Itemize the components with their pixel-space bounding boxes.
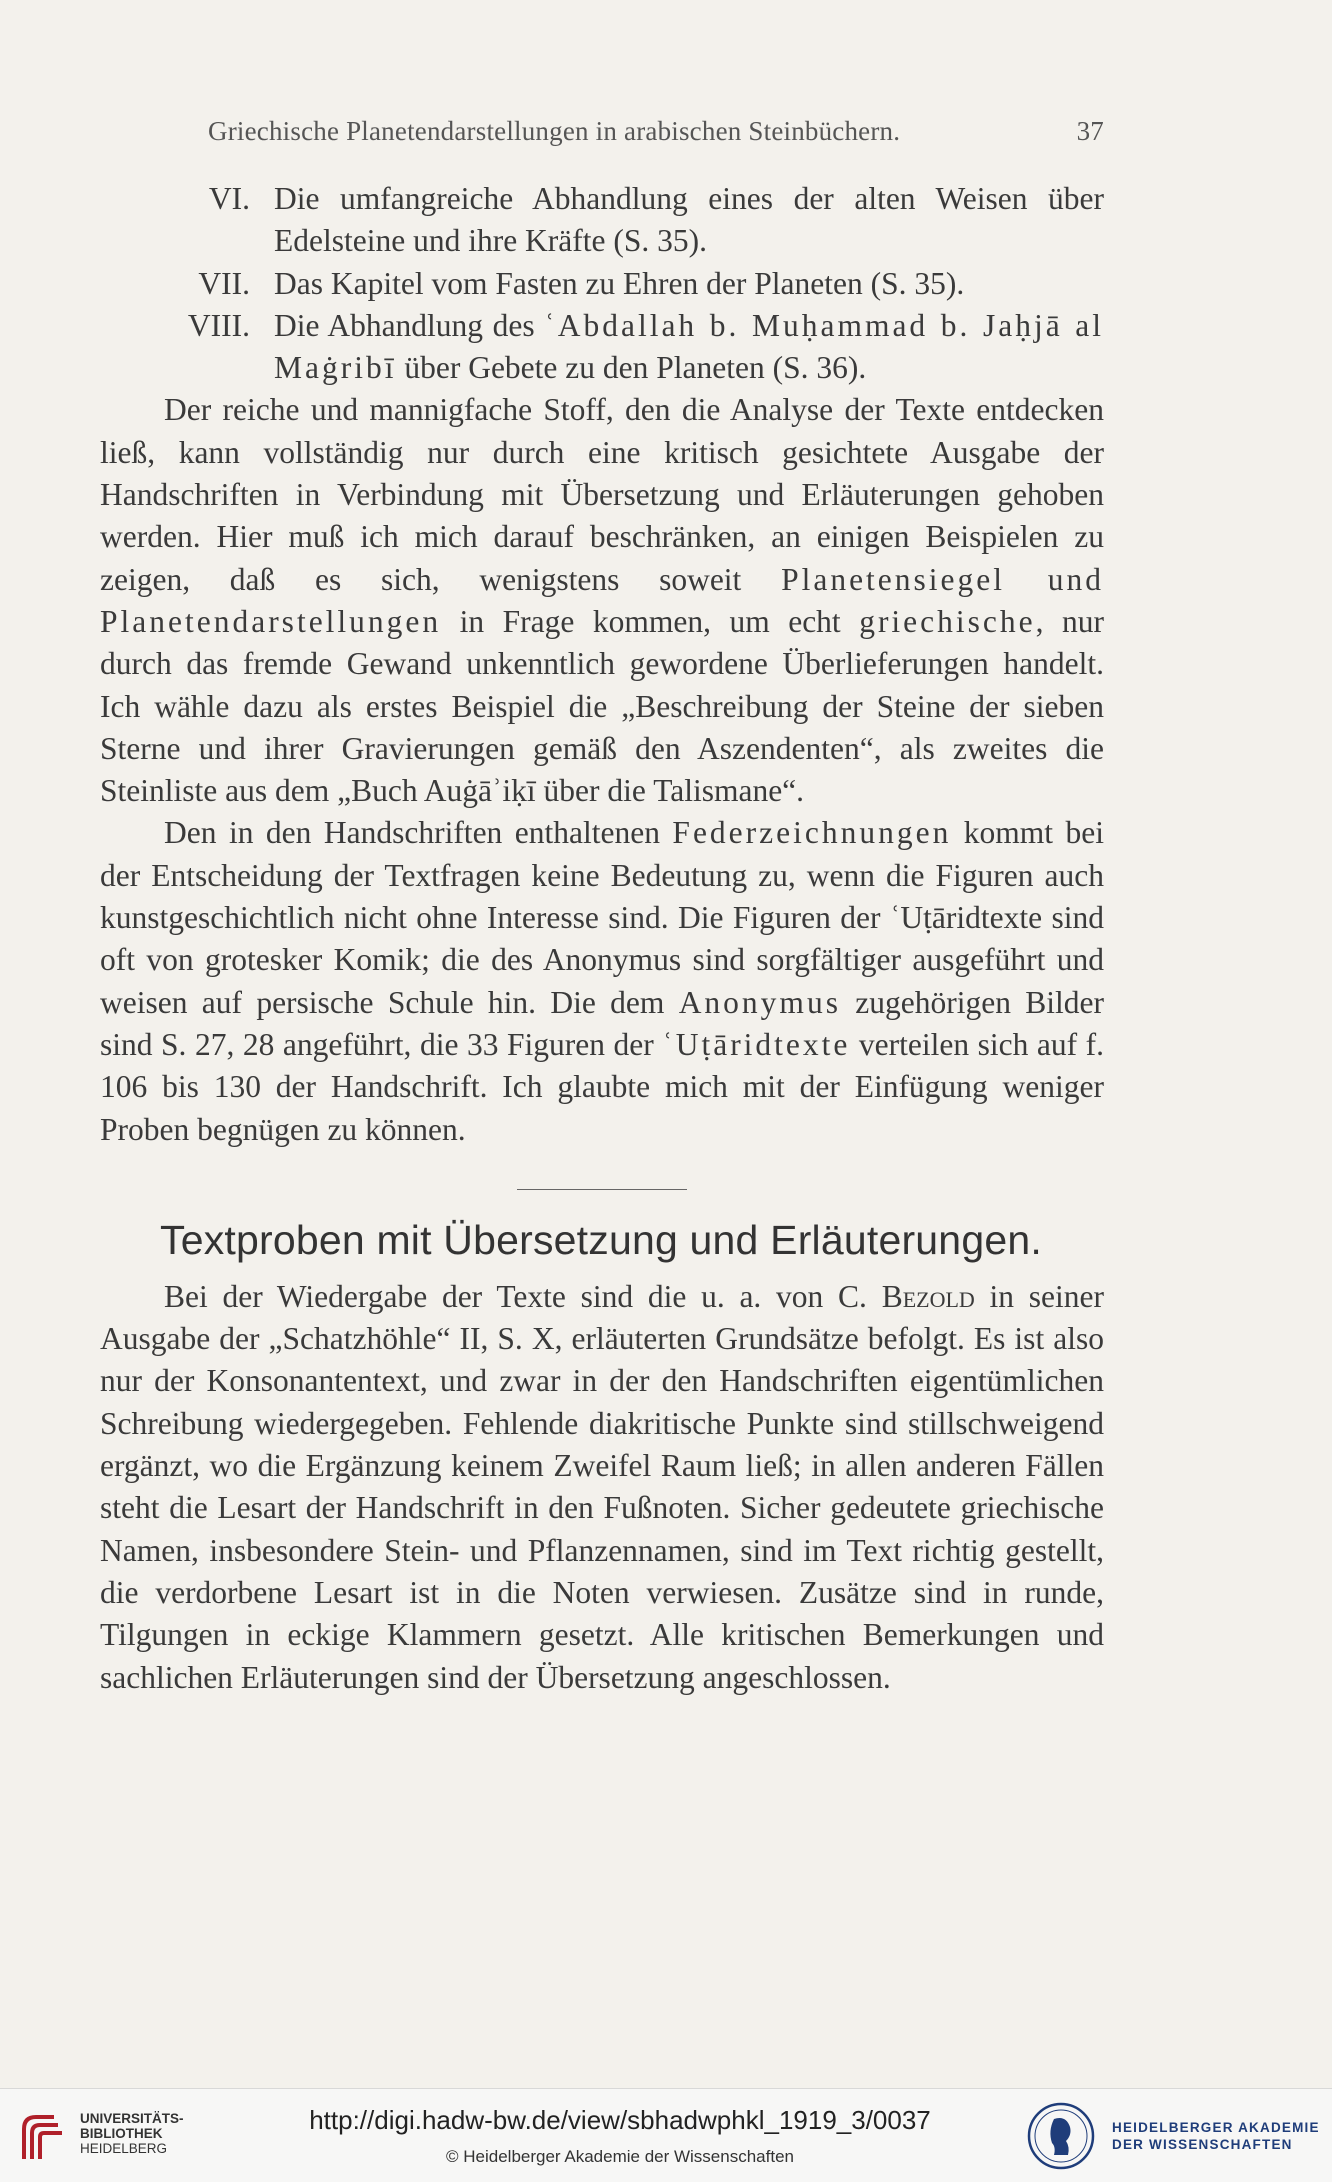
spaced-term: Federzeichnungen: [672, 815, 952, 851]
academy-seal-icon: [1026, 2101, 1096, 2171]
text-run: Bei der Wiedergabe der Texte sind die u. a. von C.: [164, 1278, 882, 1314]
footer-bar: [0, 2088, 1332, 2182]
list-item: [100, 178, 1104, 263]
list-text: Das Kapitel vom Fasten zu Ehren der Planeten (S. 35).: [274, 265, 965, 301]
list-item: [100, 305, 1104, 390]
paragraph: [100, 1276, 1104, 1699]
text-run: Die Abhandlung des: [274, 307, 545, 343]
spaced-term: ʿUṭāridtexte: [662, 1026, 851, 1062]
library-logo-icon: [14, 2109, 76, 2167]
list-number: VII.: [198, 265, 250, 301]
text-run: in Frage kommen, um echt: [441, 603, 860, 639]
text-run: über Gebete zu den Planeten (S. 36).: [396, 350, 867, 386]
list-text: Die umfangreiche Abhandlung eines der alten Weisen über Edelsteine und ihre Kräfte (S. 35).: [274, 181, 1104, 259]
paragraph: [100, 389, 1104, 812]
text-run: Der reiche und mannigfache Stoff, den die Analyse der Texte entdecken ließ, kann vollständig nur durch eine kritisch gesichtete Ausgabe der Handschriften in Verbindung mit Übersetzung und Erläuterungen gehoben werden. Hier muß ich mich darauf beschränken, an einigen Beispielen zu zeigen, daß es sich, wenigstens soweit: [100, 392, 1104, 597]
page-number: 37: [1076, 116, 1104, 146]
list-text: [274, 305, 1104, 390]
academy-name-line: HEIDELBERGER AKADEMIE: [1112, 2120, 1320, 2135]
body-text: [100, 178, 1104, 1699]
academy-name-line: DER WISSENSCHAFTEN: [1112, 2137, 1293, 2152]
text-run: Den in den Handschriften enthaltenen: [164, 815, 673, 851]
spaced-term: Anonymus: [678, 984, 841, 1020]
library-name-line: BIBLIOTHEK: [80, 2126, 163, 2141]
text-run: zugehörigen Bilder sind S. 27, 28 angeführt, die 33 Figuren der: [100, 984, 1105, 1062]
library-name: [80, 2111, 184, 2156]
library-name-line: UNIVERSITÄTS-: [80, 2111, 184, 2126]
text-run: kommt bei der Entscheidung der Textfragen keine Bedeutung zu, wenn die Figuren auch kunstgeschichtlich nicht ohne Interesse sind. Die Figuren der ʿUṭāridtexte sind oft von grotesker Komik; die des Anonymus sind sorgfältiger ausgeführt und weisen auf persische Schule hin. Die dem: [100, 815, 1104, 1020]
library-name-line: HEIDELBERG: [80, 2141, 168, 2156]
text-run: , nur durch das fremde Gewand unkenntlich gewordene Überlieferungen handelt. Ich wähle dazu als erstes Beispiel die „Beschreibung der Steine der sieben Sterne und ihrer Gravierungen gemäß den Aszendenten“, als zweites die Steinliste aus dem „Buch Auġāʾiḳī über die Talismane“.: [100, 603, 1104, 809]
spaced-name: ʿAbdallah b. Muḥammad b. Jaḥjā al Maġribī: [274, 307, 1105, 386]
list-number: VI.: [208, 181, 250, 216]
text-run: in seiner Ausgabe der „Schatzhöhle“ II, S. X, erläuterten Grundsätze befolgt. Es ist also nur der Konsonantentext, und zwar in der den Handschriften eigentümlichen Schreibung wiedergegeben. Fehlende diakritische Punkte sind stillschweigend ergänzt, wo die Ergänzung keinem Zweifel Raum ließ; in allen anderen Fällen steht die Lesart der Handschrift in den Fußnoten. Sicher gedeutete griechische Namen, insbesondere Stein- und Pflanzennamen, sind im Text richtig gestellt, die verdorbene Lesart ist in die Noten verwiesen. Zusätze sind in runde, Tilgungen in eckige Klammern gesetzt. Alle kritischen Bemerkungen und sachlichen Erläuterungen sind der Übersetzung angeschlossen.: [100, 1278, 1105, 1695]
spaced-term: griechische: [859, 603, 1036, 639]
academy-name: [1112, 2119, 1320, 2153]
spaced-term: Planetensiegel und Planetendarstellungen: [100, 561, 1104, 639]
copyright-notice: © Heidelberger Akademie der Wissenschaften: [446, 2147, 794, 2166]
paragraph: [100, 812, 1104, 1150]
section-divider: [517, 1189, 687, 1190]
running-title: Griechische Planetendarstellungen in arabischen Steinbüchern.: [208, 116, 901, 146]
section-heading: Textproben mit Übersetzung und Erläuterungen.: [160, 1216, 1042, 1263]
author-name: Bezold: [881, 1278, 975, 1314]
permalink-url[interactable]: http://digi.hadw-bw.de/view/sbhadwphkl_1919_3/0037: [309, 2105, 931, 2135]
list-item: [100, 263, 1104, 305]
list-number: VIII.: [187, 307, 250, 343]
text-run: verteilen sich auf f. 106 bis 130 der Handschrift. Ich glaubte mich mit der Einfügung weniger Proben begnügen zu können.: [100, 1026, 1104, 1147]
